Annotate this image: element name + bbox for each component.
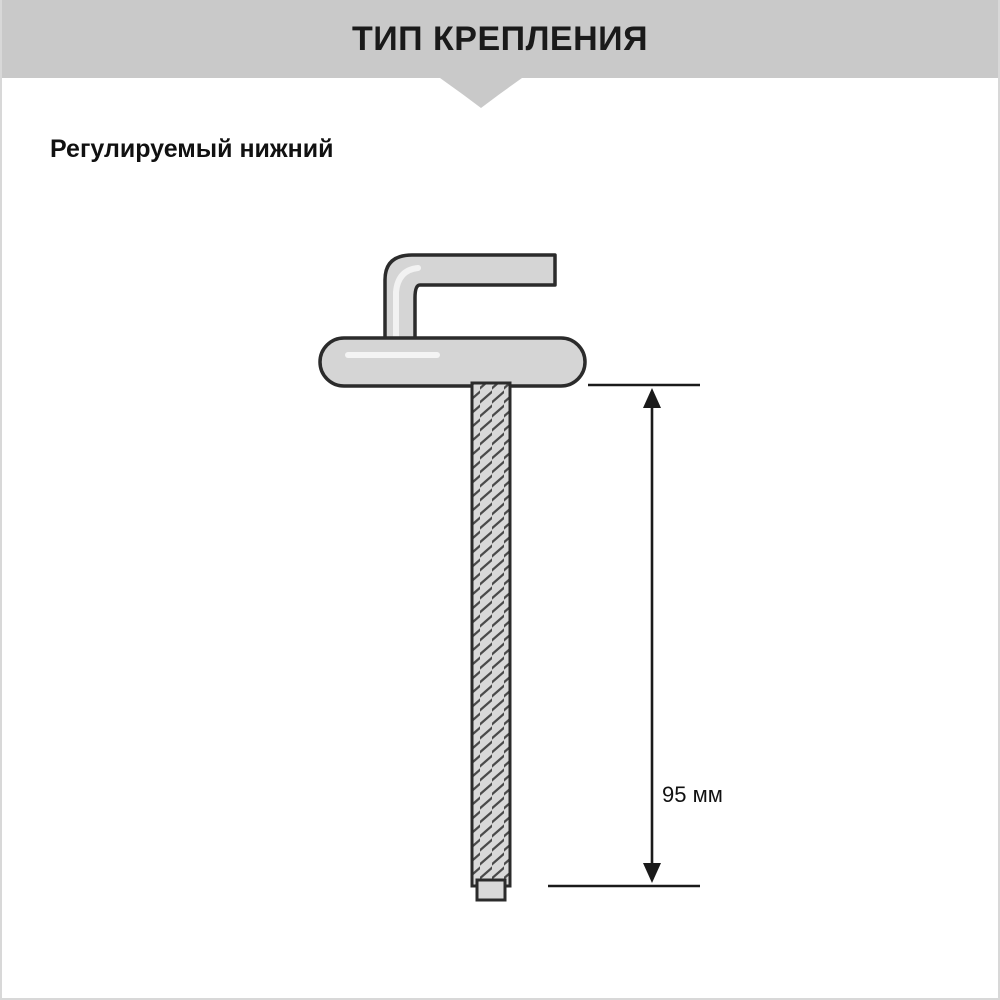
header-notch: [440, 78, 522, 108]
page-title: ТИП КРЕПЛЕНИЯ: [351, 20, 649, 58]
mount-type-subtitle: Регулируемый нижний: [50, 135, 334, 163]
dimension-label: 95 мм: [662, 782, 723, 807]
bolt-drawing-svg: [0, 180, 1000, 980]
dimension-arrow: [548, 385, 700, 886]
oval-plate-icon: [320, 338, 585, 386]
card-edge-left: [0, 0, 2, 1000]
technical-drawing: [0, 180, 1000, 980]
threaded-shaft-icon: [472, 383, 510, 900]
